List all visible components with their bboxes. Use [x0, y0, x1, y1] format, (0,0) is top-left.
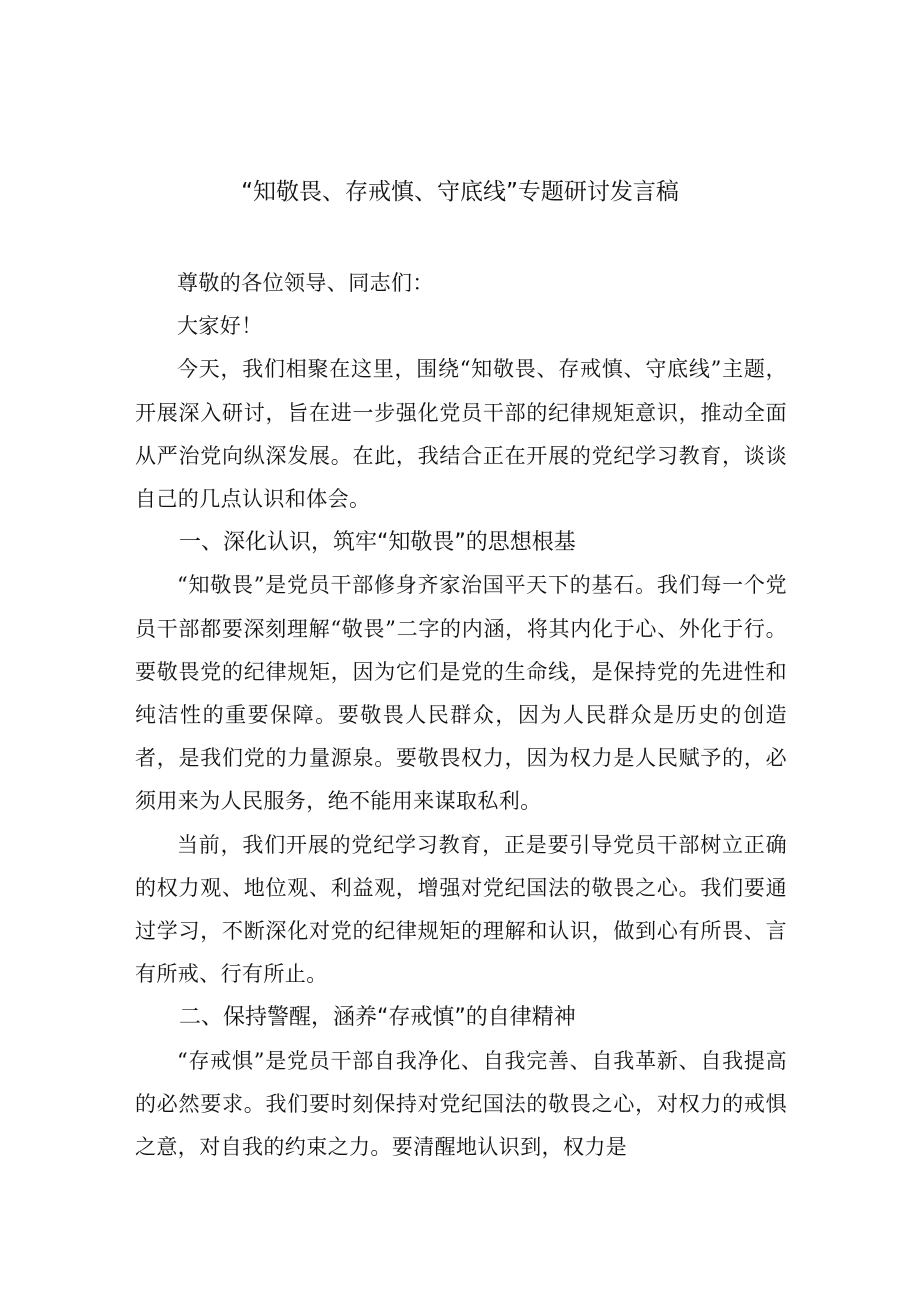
greeting: 大家好！	[177, 314, 263, 339]
intro-paragraph: 今天，我们相聚在这里，围绕“知敬畏、存戒慎、守底线”主题，开展深入研讨，旨在进一步强化党员干部的纪律规矩意识，推动全面从严治党向纵深发展。在此，我结合正在开展的党纪学习教育，谈谈自己的几点认识和体会。	[135, 357, 787, 512]
section-heading-2: 二、保持警醒，涵养“存戒慎”的自律精神	[179, 1005, 576, 1031]
document-title: “知敬畏、存戒慎、守底线”专题研讨发言稿	[241, 179, 679, 205]
section1-paragraph-1: “知敬畏”是党员干部修身齐家治国平天下的基石。我们每一个党员干部都要深刻理解“敬畏”二字的内涵，将其内化于心、外化于行。要敬畏党的纪律规矩，因为它们是党的生命线，是保持党的先进性和纯洁性的重要保障。要敬畏人民群众，因为人民群众是历史的创造者，是我们党的力量源泉。要敬畏权力，因为权力是人民赋予的，必须用来为人民服务，绝不能用来谋取私利。	[135, 573, 787, 814]
document-body	[135, 262, 787, 1169]
salutation: 尊敬的各位领导、同志们：	[177, 271, 434, 295]
section-heading-1: 一、深化认识，筑牢“知敬畏”的思想根基	[179, 530, 576, 556]
section1-paragraph-2: 当前，我们开展的党纪学习教育，正是要引导党员干部树立正确的权力观、地位观、利益观，增强对党纪国法的敬畏之心。我们要通过学习，不断深化对党的纪律规矩的理解和认识，做到心有所畏、言有所戒、行有所止。	[135, 832, 787, 987]
section2-paragraph-1: “存戒惧”是党员干部自我净化、自我完善、自我革新、自我提高的必然要求。我们要时刻保持对党纪国法的敬畏之心，对权力的戒惧之意，对自我的约束之力。要清醒地认识到，权力是	[135, 1048, 787, 1160]
